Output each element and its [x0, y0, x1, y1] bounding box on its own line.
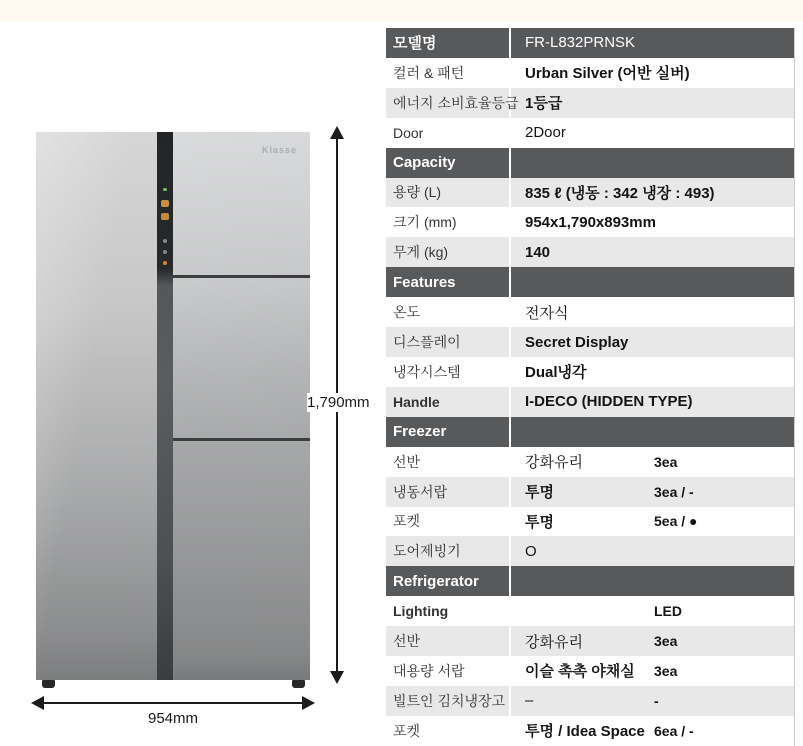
table-row — [386, 207, 794, 237]
row-label: 무게 (kg) — [386, 237, 511, 267]
fridge-image — [36, 132, 310, 680]
row-label: 모델명 — [386, 28, 511, 58]
row-label: 디스플레이 — [386, 327, 511, 357]
row-label: Features — [386, 267, 511, 297]
row-value: O — [525, 542, 537, 560]
section-header-spacer — [511, 148, 794, 178]
row-value: – — [525, 692, 534, 710]
top-strip — [0, 0, 803, 22]
row-label: 냉각시스템 — [386, 357, 511, 387]
row-label: 용량 (L) — [386, 178, 511, 208]
spec-table — [386, 28, 795, 746]
section-header-spacer — [511, 566, 794, 596]
control-indicator-gray-icon — [163, 239, 167, 243]
table-row — [386, 327, 794, 357]
row-value: I-DECO (HIDDEN TYPE) — [525, 393, 693, 411]
table-row — [386, 656, 794, 686]
control-indicator-orange-icon — [163, 261, 167, 265]
row-label: Door — [386, 118, 511, 148]
row-value: 140 — [525, 243, 551, 261]
row-count: - — [654, 692, 659, 709]
table-row — [386, 267, 794, 297]
row-label: 포켓 — [386, 507, 511, 537]
brand-logo: Klasse — [261, 145, 297, 155]
height-dimension-label: 1,790mm — [307, 394, 370, 411]
width-dimension-line — [39, 702, 307, 704]
row-value: 투명 / Idea Space — [525, 723, 645, 741]
fridge-handle-strip — [157, 132, 173, 680]
table-row — [386, 507, 794, 537]
table-row — [386, 686, 794, 716]
row-label: 선반 — [386, 626, 511, 656]
table-row — [386, 88, 794, 118]
table-row — [386, 596, 794, 626]
table-row — [386, 178, 794, 208]
table-row — [386, 716, 794, 746]
fridge-right-middle-door — [173, 278, 310, 438]
table-row — [386, 566, 794, 596]
row-label: 온도 — [386, 297, 511, 327]
section-header-spacer — [511, 267, 794, 297]
row-value: Urban Silver (어반 실버) — [525, 65, 690, 83]
row-value: 투명 — [525, 513, 554, 531]
control-indicator-amber-icon — [161, 200, 169, 207]
control-indicator-gray-icon — [163, 250, 167, 254]
row-count: LED — [654, 603, 682, 620]
width-dimension-label: 954mm — [147, 710, 199, 727]
row-label: Handle — [386, 387, 511, 417]
row-count: 5ea / ● — [654, 513, 698, 530]
fridge-right-bottom-door — [173, 441, 310, 680]
control-indicator-amber-icon — [161, 213, 169, 220]
row-count: 3ea / - — [654, 483, 694, 500]
table-row — [386, 237, 794, 267]
table-row — [386, 417, 794, 447]
row-label: 도어제빙기 — [386, 536, 511, 566]
table-row — [386, 447, 794, 477]
row-value: Secret Display — [525, 333, 629, 351]
row-label: Lighting — [386, 596, 511, 626]
fridge-right-doors — [173, 132, 310, 680]
table-row — [386, 357, 794, 387]
row-value: 835 ℓ (냉동 : 342 냉장 : 493) — [525, 184, 715, 202]
row-label: Freezer — [386, 417, 511, 447]
row-count: 3ea — [654, 453, 678, 470]
table-row — [386, 626, 794, 656]
row-value — [511, 596, 654, 626]
arrow-up-icon — [330, 126, 344, 139]
row-label: 크기 (mm) — [386, 207, 511, 237]
section-header-spacer — [511, 417, 794, 447]
row-value: 강화유리 — [525, 454, 583, 472]
arrow-left-icon — [31, 696, 44, 710]
row-label: 컬러 & 패턴 — [386, 58, 511, 88]
row-count: 3ea — [654, 633, 678, 650]
row-count: 6ea / - — [654, 722, 694, 739]
row-label: 빌트인 김치냉장고 — [386, 686, 511, 716]
row-label: 냉동서랍 — [386, 477, 511, 507]
table-row — [386, 536, 794, 566]
row-label: 포켓 — [386, 716, 511, 746]
row-label: 대용량 서랍 — [386, 656, 511, 686]
row-value: 이슬 촉촉 야채실 — [525, 663, 635, 681]
arrow-down-icon — [330, 671, 344, 684]
table-row — [386, 477, 794, 507]
row-value: 954x1,790x893mm — [525, 213, 656, 231]
table-row — [386, 297, 794, 327]
row-value: 투명 — [525, 484, 554, 502]
fridge-foot — [292, 680, 305, 688]
row-value: FR-L832PRNSK — [525, 34, 636, 52]
arrow-right-icon — [302, 696, 315, 710]
row-value: 1등급 — [525, 95, 563, 113]
row-value: 2Door — [525, 124, 566, 142]
row-value: 전자식 — [525, 304, 569, 322]
fridge-left-door — [36, 132, 157, 680]
row-value: Dual냉각 — [525, 364, 587, 382]
fridge-foot — [42, 680, 55, 688]
control-indicator-green-icon — [163, 188, 167, 191]
table-row — [386, 148, 794, 178]
table-row — [386, 118, 794, 148]
table-row — [386, 387, 794, 417]
row-label: 선반 — [386, 447, 511, 477]
row-label: 에너지 소비효율등급 — [386, 88, 511, 118]
table-row — [386, 28, 794, 58]
row-label: Capacity — [386, 148, 511, 178]
row-label: Refrigerator — [386, 566, 511, 596]
table-row — [386, 58, 794, 88]
row-value: 강화유리 — [525, 633, 583, 651]
row-count: 3ea — [654, 662, 678, 679]
